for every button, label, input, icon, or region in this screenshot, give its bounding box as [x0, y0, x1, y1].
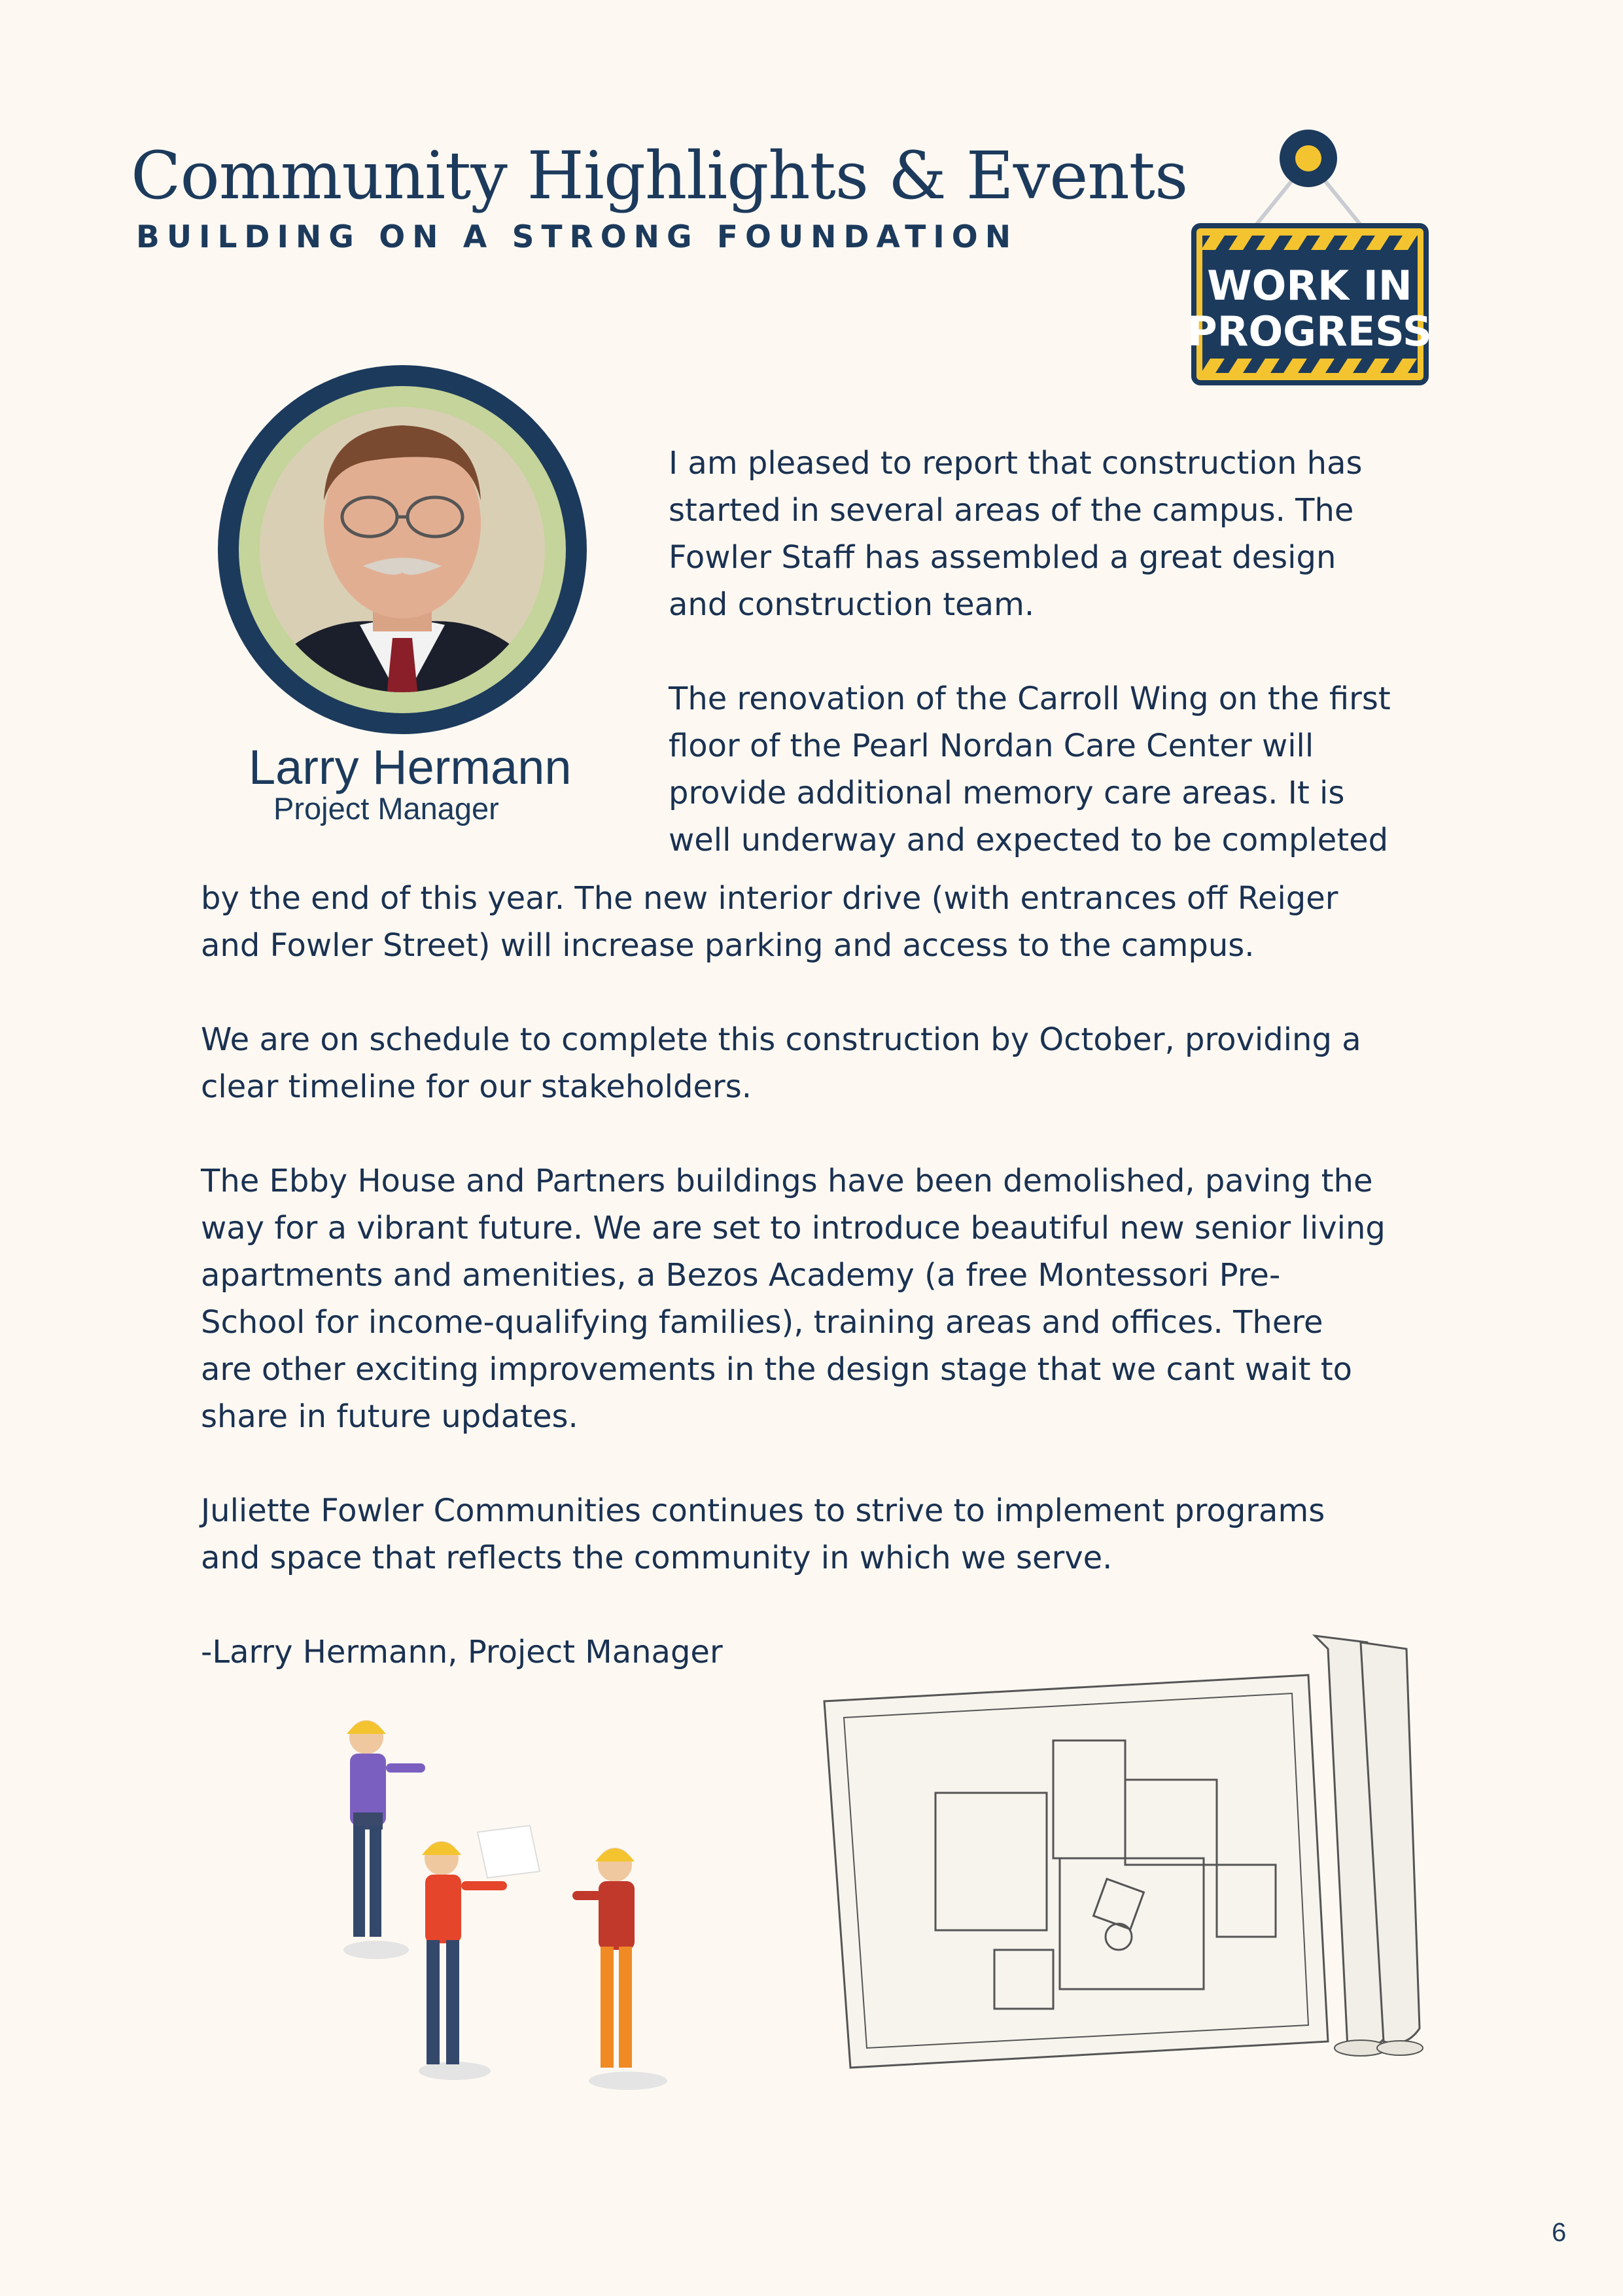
page-number: 6	[1552, 2218, 1567, 2247]
text-line: and space that reflects the community in which we serve.	[201, 1540, 1113, 1576]
sign-line2: PROGRESS	[1187, 308, 1432, 355]
text-line: are other exciting improvements in the design stage that we cant wait to	[201, 1351, 1353, 1388]
intro-paragraph	[669, 440, 1363, 628]
text-line: I am pleased to report that construction has	[669, 445, 1363, 482]
construction-workers-illustration	[314, 1701, 707, 2107]
schedule-paragraph	[201, 1016, 1361, 1110]
blueprint-illustration	[811, 1597, 1439, 2094]
signature-line: -Larry Hermann, Project Manager	[201, 1634, 723, 1670]
carroll-wing-paragraph-continued	[201, 875, 1338, 969]
text-line: clear timeline for our stakeholders.	[201, 1069, 752, 1105]
profile-name: Larry Hermann	[249, 740, 572, 794]
community-paragraph	[201, 1487, 1325, 1581]
text-line: floor of the Pearl Nordan Care Center will	[669, 728, 1314, 764]
ebby-house-paragraph	[201, 1157, 1386, 1440]
text-line: started in several areas of the campus. The	[669, 492, 1354, 529]
text-line: provide additional memory care areas. It is	[669, 775, 1345, 811]
page-title: Community Highlights & Events	[131, 137, 1188, 214]
text-line: and Fowler Street) will increase parking and access to the campus.	[201, 927, 1255, 964]
text-line: Juliette Fowler Communities continues to strive to implement programs	[201, 1492, 1325, 1529]
text-line: We are on schedule to complete this construction by October, providing a	[201, 1021, 1361, 1058]
text-line: Fowler Staff has assembled a great design	[669, 539, 1336, 576]
portrait-photo	[216, 363, 589, 736]
text-line: apartments and amenities, a Bezos Academy (a free Montessori Pre-	[201, 1257, 1281, 1294]
text-line: well underway and expected to be completed	[669, 822, 1389, 858]
page-subtitle: BUILDING ON A STRONG FOUNDATION	[136, 219, 1019, 255]
profile-role: Project Manager	[273, 791, 499, 826]
sign-line1: WORK IN	[1207, 262, 1412, 309]
text-line: way for a vibrant future. We are set to introduce beautiful new senior living	[201, 1210, 1386, 1246]
text-line: and construction team.	[669, 586, 1035, 623]
work-in-progress-sign	[1184, 124, 1433, 393]
text-line: The renovation of the Carroll Wing on the first	[669, 680, 1391, 717]
text-line: by the end of this year. The new interior drive (with entrances off Reiger	[201, 880, 1338, 917]
text-line: share in future updates.	[201, 1398, 578, 1435]
text-line: School for income-qualifying families), training areas and offices. There	[201, 1304, 1323, 1341]
text-line: The Ebby House and Partners buildings have been demolished, paving the	[201, 1163, 1373, 1199]
carroll-wing-paragraph	[669, 675, 1391, 864]
